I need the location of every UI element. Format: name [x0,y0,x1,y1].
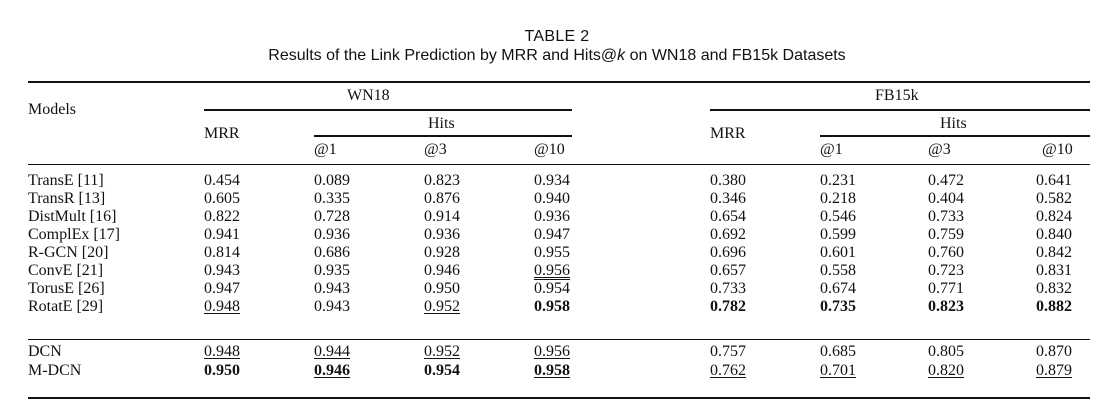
cell-value: 0.641 [1036,172,1072,189]
cell-value: 0.696 [710,244,746,261]
cell-value: 0.956 [534,262,570,279]
cell-value: 0.824 [1036,208,1072,225]
cell-value: 0.936 [534,208,570,225]
header-wn18: WN18 [347,87,390,104]
cell-value: 0.882 [1036,298,1072,315]
cell-value: 0.760 [928,244,964,261]
row-model: R-GCN [20] [28,244,109,261]
row-model: ComplEx [17] [28,226,120,243]
cell-value: 0.879 [1036,362,1072,379]
cell-value: 0.947 [534,226,570,243]
header-wn18-at3: @3 [424,141,447,158]
header-rule [28,164,1090,165]
cell-value: 0.771 [928,280,964,297]
cell-value: 0.335 [314,190,350,207]
cell-value: 0.686 [314,244,350,261]
row-model: M-DCN [28,362,82,379]
cell-value: 0.934 [534,172,570,189]
cell-value: 0.958 [534,298,570,315]
cell-value: 0.823 [928,298,964,315]
cell-value: 0.674 [820,280,856,297]
row-model: TransR [13] [28,190,106,207]
row-model: TransE [11] [28,172,104,189]
header-fb15k-at10: @10 [1042,141,1073,158]
cell-value: 0.723 [928,262,964,279]
wn18-rule [204,109,572,111]
header-fb15k-at3: @3 [928,141,951,158]
cell-value: 0.936 [424,226,460,243]
cell-value: 0.404 [928,190,964,207]
cell-value: 0.605 [204,190,240,207]
cell-value: 0.820 [928,362,964,379]
cell-value: 0.346 [710,190,746,207]
table-label: TABLE 2 [524,28,590,45]
cell-value: 0.231 [820,172,856,189]
cell-value: 0.943 [314,298,350,315]
header-fb15k: FB15k [875,87,919,104]
cell-value: 0.735 [820,298,856,315]
cell-value: 0.954 [424,362,460,379]
caption-text-end: on WN18 and FB15k Datasets [625,47,846,64]
cell-value: 0.870 [1036,343,1072,360]
cell-value: 0.546 [820,208,856,225]
cell-value: 0.762 [710,362,746,379]
cell-value: 0.759 [928,226,964,243]
cell-value: 0.728 [314,208,350,225]
cell-value: 0.952 [424,343,460,360]
cell-value: 0.599 [820,226,856,243]
cell-value: 0.958 [534,362,570,379]
cell-value: 0.822 [204,208,240,225]
row-model: RotatE [29] [28,298,104,315]
cell-value: 0.454 [204,172,240,189]
cell-value: 0.701 [820,362,856,379]
cell-value: 0.582 [1036,190,1072,207]
cell-value: 0.943 [314,280,350,297]
cell-value: 0.955 [534,244,570,261]
caption-text: Results of the Link Prediction by MRR and Hits@ [268,47,618,64]
header-wn18-hits: Hits [428,115,455,132]
row-model: DistMult [16] [28,208,117,225]
cell-value: 0.733 [710,280,746,297]
cell-value: 0.601 [820,244,856,261]
header-fb15k-at1: @1 [820,141,843,158]
cell-value: 0.757 [710,343,746,360]
cell-value: 0.842 [1036,244,1072,261]
wn18-hits-rule [314,135,572,137]
header-wn18-at1: @1 [314,141,337,158]
cell-value: 0.935 [314,262,350,279]
cell-value: 0.950 [204,362,240,379]
cell-value: 0.941 [204,226,240,243]
header-wn18-mrr: MRR [204,125,240,142]
header-fb15k-mrr: MRR [710,125,746,142]
cell-value: 0.805 [928,343,964,360]
cell-value: 0.831 [1036,262,1072,279]
cell-value: 0.380 [710,172,746,189]
cell-value: 0.733 [928,208,964,225]
cell-value: 0.692 [710,226,746,243]
cell-value: 0.954 [534,280,570,297]
cell-value: 0.946 [424,262,460,279]
cell-value: 0.940 [534,190,570,207]
cell-value: 0.657 [710,262,746,279]
cell-value: 0.948 [204,343,240,360]
cell-value: 0.914 [424,208,460,225]
group-rule [28,339,1090,340]
row-model: TorusE [26] [28,280,105,297]
cell-value: 0.832 [1036,280,1072,297]
cell-value: 0.950 [424,280,460,297]
cell-value: 0.558 [820,262,856,279]
fb15k-rule [710,109,1090,111]
cell-value: 0.936 [314,226,350,243]
cell-value: 0.944 [314,343,350,360]
header-models: Models [28,101,76,118]
cell-value: 0.947 [204,280,240,297]
table-caption [0,47,1114,65]
cell-value: 0.943 [204,262,240,279]
caption-k: k [617,47,626,64]
cell-value: 0.685 [820,343,856,360]
cell-value: 0.946 [314,362,350,379]
fb15k-hits-rule [820,135,1090,137]
header-fb15k-hits: Hits [940,115,967,132]
cell-value: 0.782 [710,298,746,315]
cell-value: 0.956 [534,343,570,360]
cell-value: 0.876 [424,190,460,207]
bottom-rule [28,397,1090,399]
row-model: DCN [28,343,62,360]
cell-value: 0.472 [928,172,964,189]
cell-value: 0.654 [710,208,746,225]
cell-value: 0.089 [314,172,350,189]
header-wn18-at10: @10 [534,141,565,158]
top-rule [28,81,1090,83]
row-model: ConvE [21] [28,262,104,279]
cell-value: 0.928 [424,244,460,261]
cell-value: 0.814 [204,244,240,261]
cell-value: 0.218 [820,190,856,207]
cell-value: 0.948 [204,298,240,315]
cell-value: 0.823 [424,172,460,189]
cell-value: 0.840 [1036,226,1072,243]
cell-value: 0.952 [424,298,460,315]
